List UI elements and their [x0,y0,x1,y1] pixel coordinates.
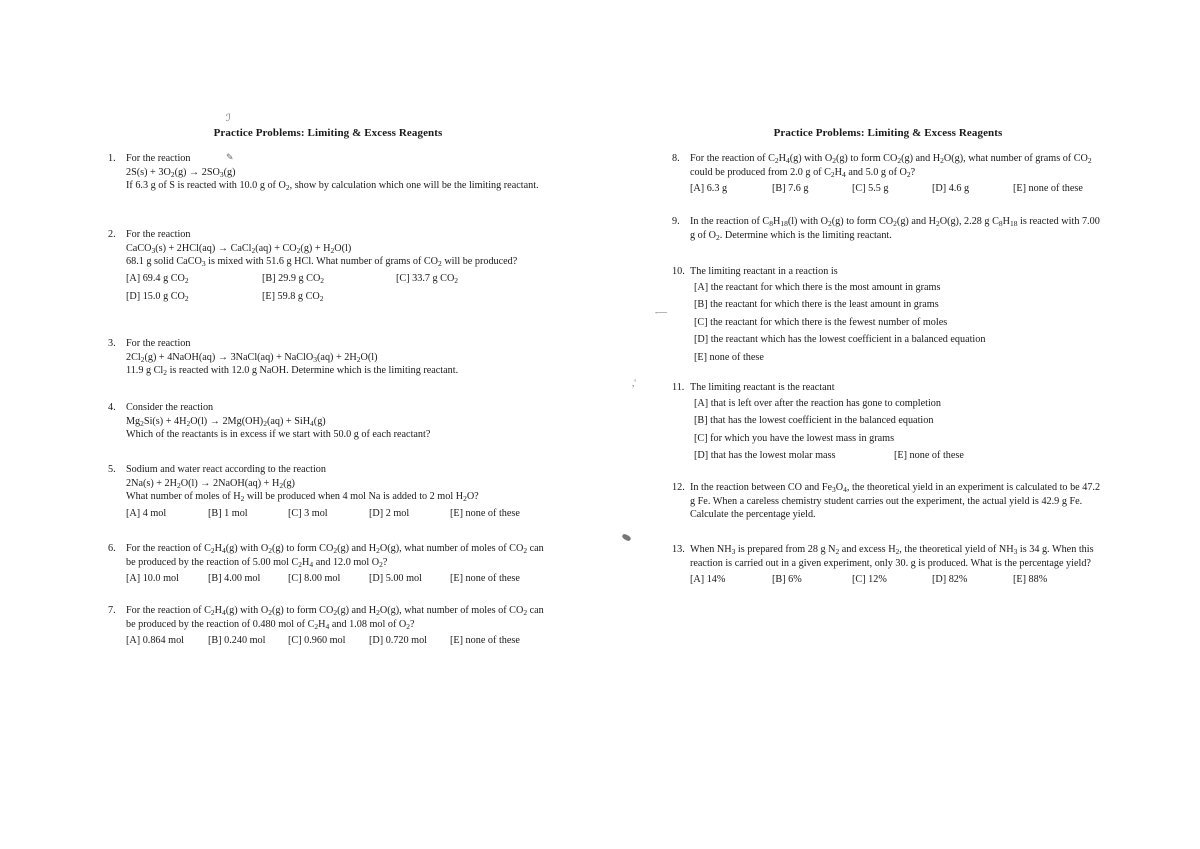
question-text: For the reaction of $C_2H_4(g)$ with $O_2(g)$ to form $CO_2(g)$ and $H_2O(g)$, what number of moles of $CO_2$ can be produced by the reaction of 5.00 mol $C_2H_4$ and 12.0 mol $O_2$? [126,543,544,569]
question-number: 2. [108,229,116,240]
pencil-mark: ℐ [226,113,231,124]
question-text: Which of the reactants is in excess if we start with 50.0 g of each reactant? [126,429,431,441]
choice-b[interactable]: [B] that has the lowest coefficient in the balanced equation [694,415,934,427]
choice-d[interactable]: [D] 82% [932,574,968,586]
choice-b[interactable]: [B] 0.240 mol [208,635,266,647]
question-number: 4. [108,402,116,413]
pencil-mark: ‐— [655,307,667,317]
choice-a[interactable]: [A] 0.864 mol [126,635,185,647]
question-2 [108,228,548,310]
choice-d[interactable]: [D] 2 mol [369,507,410,519]
choice-e[interactable]: [E] 59.8 g $CO_2$ [262,290,324,303]
page-title: Practice Problems: Limiting & Excess Reagents [773,127,1003,139]
question-intro: For the reaction [126,338,191,349]
choice-e[interactable]: [E] none of these [450,573,520,585]
choice-b[interactable]: [B] 6% [772,574,802,586]
page-title: Practice Problems: Limiting & Excess Reagents [213,127,443,139]
question-11 [672,381,1104,467]
question-text: What number of moles of $H_2$ will be produced when 4 mol Na is added to 2 mol $H_2O$? [126,491,479,504]
question-8 [672,152,1104,197]
choice-e[interactable]: [E] none of these [894,450,964,462]
choice-a[interactable]: [A] 6.3 g [690,183,728,195]
question-text: When $NH_3$ is prepared from 28 g $N_2$ and excess $H_2$, the theoretical yield of $NH_3$ is 34 g. When this reaction is carried out in a given experiment, only 30. g is produced. What is the percentage yield? [690,544,1094,569]
question-number: 5. [108,464,116,475]
choice-a[interactable]: [A] 14% [690,574,726,586]
choice-e[interactable]: [E] none of these [450,507,520,519]
choice-c[interactable]: [C] 0.960 mol [288,635,346,647]
question-intro: For the reaction [126,229,191,240]
choice-e[interactable]: [E] none of these [450,635,520,647]
pencil-mark: ✎ [226,152,234,162]
pencil-mark: ,' [632,378,636,388]
choice-c[interactable]: [C] 3 mol [288,507,328,519]
choice-d[interactable]: [D] the reactant which has the lowest coefficient in a balanced equation [694,334,986,346]
question-9 [672,215,1104,242]
question-number: 8. [672,153,680,164]
question-text: In the reaction between CO and $Fe_3O_4$, the theoretical yield in an experiment is calculated to be 47.2 g Fe. When a careless chemistry student carries out the experiment, the actual yield is 42.9 g Fe. Calculate the percentage yield. [690,482,1101,521]
choice-d[interactable]: [D] 4.6 g [932,183,970,195]
question-1 [108,152,548,193]
question-number: 6. [108,543,116,554]
question-intro: For the reaction [126,153,191,164]
choice-d[interactable]: [D] 0.720 mol [369,635,428,647]
choice-b[interactable]: [B] 4.00 mol [208,573,261,585]
choice-c[interactable]: [C] 5.5 g [852,183,889,195]
choice-e[interactable]: [E] none of these [694,351,764,363]
choice-a[interactable]: [A] 10.0 mol [126,573,179,585]
question-text: 11.9 g $Cl_2$ is reacted with 12.0 g NaOH. Determine which is the limiting reactant. [126,365,459,378]
choice-a[interactable]: [A] 4 mol [126,507,167,519]
choice-e[interactable]: [E] 88% [1013,574,1048,586]
question-number: 10. [672,266,685,277]
question-number: 13. [672,544,685,555]
reaction-equation: $2Na(s) + 2H_2O(l)$ → 2NaOH(aq) + $H_2(g)$ [126,477,295,490]
choice-a[interactable]: [A] the reactant for which there is the most amount in grams [694,281,941,293]
question-12 [672,481,1104,522]
question-7 [108,604,548,649]
question-text: If 6.3 g of S is reacted with 10.0 g of $O_2$, show by calculation which one will be the limiting reactant. [126,180,539,193]
choice-c[interactable]: [C] 12% [852,574,887,586]
question-text: 68.1 g solid CaCO$_3$ is mixed with 51.6 g HCl. What number of grams of $CO_2$ will be produced? [126,256,518,269]
question-10 [672,265,1104,368]
choice-b[interactable]: [B] 1 mol [208,507,248,519]
question-intro: Consider the reaction [126,402,214,413]
choice-c[interactable]: [C] for which you have the lowest mass in grams [694,432,895,444]
question-13 [672,543,1104,588]
question-text: In the reaction of $C_8H_{18}(l)$ with $O_2(g)$ to form $CO_2(g)$ and $H_2O(g)$, 2.28 g $C_8H_{18}$ is reacted with 7.00 g of $O_2$. Determine which is the limiting reactant. [690,216,1100,242]
question-number: 11. [672,382,685,393]
question-4 [108,401,548,442]
question-6 [108,542,548,587]
choice-a[interactable]: [A] that is left over after the reaction has gone to completion [694,397,941,409]
choice-c[interactable]: [C] 8.00 mol [288,573,341,585]
question-intro: Sodium and water react according to the reaction [126,464,326,475]
choice-c[interactable]: [C] 33.7 g $CO_2$ [396,272,459,285]
choice-b[interactable]: [B] 7.6 g [772,183,809,195]
choice-b[interactable]: [B] 29.9 g $CO_2$ [262,272,325,285]
choice-b[interactable]: [B] the reactant for which there is the least amount in grams [694,299,939,311]
question-number: 12. [672,482,685,493]
question-number: 9. [672,216,680,227]
reaction-equation: $Mg_2Si(s) + 4H_2O(l) \to 2Mg(OH)_2(aq) + SiH_4(g)$ [126,415,326,428]
choice-d[interactable]: [D] that has the lowest molar mass [694,450,836,462]
question-text: For the reaction of $C_2H_4(g)$ with $O_2(g)$ to form $CO_2(g)$ and $H_2O(g)$, what number of grams of $CO_2$ could be produced from 2.0 g of $C_2H_4$ and 5.0 g of $O_2$? [690,153,1092,179]
reaction-equation: $2S(s) + 3O_2(g) \to 2SO_3(g)$ [126,166,236,179]
reaction-equation: CaCO$_3$(s) + 2HCl(aq) → CaCl$_2$(aq) + $CO_2(g) + H_2O(l)$ [126,242,352,255]
question-text: The limiting reactant in a reaction is [690,266,838,277]
question-text: The limiting reactant is the reactant [690,382,835,393]
question-text: For the reaction of $C_2H_4(g)$ with $O_2(g)$ to form $CO_2(g)$ and $H_2O(g)$, what number of moles of $CO_2$ can be produced by the reaction of 0.480 mol of $C_2H_4$ and 1.08 mol of $O_2$? [126,605,544,631]
scan-speck [621,533,631,542]
question-5 [108,463,548,522]
question-number: 7. [108,605,116,616]
choice-d[interactable]: [D] 15.0 g $CO_2$ [126,290,189,303]
reaction-equation: $2Cl_2(g)$ + 4NaOH(aq) → 3NaCl(aq) + NaClO$_3$(aq) + $2H_2O(l)$ [126,351,378,364]
question-number: 3. [108,338,116,349]
choice-e[interactable]: [E] none of these [1013,183,1083,195]
choice-a[interactable]: [A] 69.4 g $CO_2$ [126,272,189,285]
choice-c[interactable]: [C] the reactant for which there is the fewest number of moles [694,316,948,328]
choice-d[interactable]: [D] 5.00 mol [369,573,422,585]
question-number: 1. [108,153,116,164]
question-3 [108,337,548,378]
